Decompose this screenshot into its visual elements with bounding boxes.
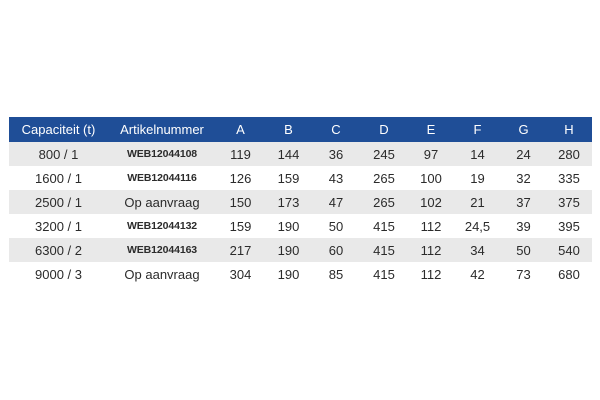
header-g: G — [518, 122, 529, 137]
header-h: H — [564, 122, 574, 137]
table-row — [9, 214, 592, 238]
cell-artikelnummer: WEB12044108 — [108, 142, 216, 166]
cell-b: 190 — [265, 214, 312, 238]
table-header-row — [9, 117, 592, 142]
cell-d: 265 — [360, 190, 408, 214]
cell-g: 73 — [501, 262, 546, 286]
cell-f: 21 — [454, 190, 501, 214]
cell-a: 150 — [216, 190, 265, 214]
cell-artikelnummer: Op aanvraag — [108, 190, 216, 214]
cell-artikelnummer: WEB12044132 — [108, 214, 216, 238]
cell-h: 375 — [546, 190, 592, 214]
cell-a: 119 — [216, 142, 265, 166]
cell-g: 24 — [501, 142, 546, 166]
cell-capaciteit: 6300 / 2 — [9, 238, 108, 262]
header-c: C — [331, 122, 341, 137]
cell-d: 265 — [360, 166, 408, 190]
cell-e: 102 — [408, 190, 454, 214]
cell-b: 190 — [265, 238, 312, 262]
cell-e: 112 — [408, 262, 454, 286]
cell-h: 280 — [546, 142, 592, 166]
header-capaciteit: Capaciteit (t) — [21, 122, 96, 137]
cell-b: 159 — [265, 166, 312, 190]
cell-b: 173 — [265, 190, 312, 214]
cell-f: 19 — [454, 166, 501, 190]
cell-capaciteit: 9000 / 3 — [9, 262, 108, 286]
cell-d: 415 — [360, 238, 408, 262]
cell-a: 217 — [216, 238, 265, 262]
header-e: E — [426, 122, 436, 137]
header-d: D — [379, 122, 389, 137]
cell-f: 24,5 — [454, 214, 501, 238]
header-a: A — [236, 122, 245, 137]
cell-d: 245 — [360, 142, 408, 166]
cell-e: 112 — [408, 238, 454, 262]
cell-capaciteit: 2500 / 1 — [9, 190, 108, 214]
cell-f: 42 — [454, 262, 501, 286]
cell-c: 36 — [312, 142, 360, 166]
cell-artikelnummer: WEB12044116 — [108, 166, 216, 190]
cell-c: 50 — [312, 214, 360, 238]
cell-c: 47 — [312, 190, 360, 214]
cell-e: 112 — [408, 214, 454, 238]
table-row — [9, 238, 592, 262]
cell-artikelnummer: WEB12044163 — [108, 238, 216, 262]
cell-c: 85 — [312, 262, 360, 286]
cell-h: 335 — [546, 166, 592, 190]
cell-a: 159 — [216, 214, 265, 238]
cell-h: 540 — [546, 238, 592, 262]
header-b: B — [284, 122, 293, 137]
cell-e: 97 — [408, 142, 454, 166]
table-row — [9, 262, 592, 286]
cell-g: 37 — [501, 190, 546, 214]
cell-d: 415 — [360, 262, 408, 286]
cell-c: 60 — [312, 238, 360, 262]
cell-a: 126 — [216, 166, 265, 190]
cell-f: 14 — [454, 142, 501, 166]
cell-c: 43 — [312, 166, 360, 190]
cell-g: 32 — [501, 166, 546, 190]
cell-e: 100 — [408, 166, 454, 190]
table-row — [9, 142, 592, 166]
table-row — [9, 166, 592, 190]
cell-artikelnummer: Op aanvraag — [108, 262, 216, 286]
cell-capaciteit: 3200 / 1 — [9, 214, 108, 238]
cell-d: 415 — [360, 214, 408, 238]
cell-b: 144 — [265, 142, 312, 166]
cell-h: 395 — [546, 214, 592, 238]
dimensions-table-container — [9, 117, 592, 286]
header-artikelnummer: Artikelnummer — [120, 122, 204, 137]
cell-g: 50 — [501, 238, 546, 262]
cell-capaciteit: 1600 / 1 — [9, 166, 108, 190]
cell-f: 34 — [454, 238, 501, 262]
cell-g: 39 — [501, 214, 546, 238]
cell-capaciteit: 800 / 1 — [9, 142, 108, 166]
cell-a: 304 — [216, 262, 265, 286]
table-row — [9, 190, 592, 214]
cell-b: 190 — [265, 262, 312, 286]
cell-h: 680 — [546, 262, 592, 286]
dimensions-table — [9, 117, 592, 286]
header-f: F — [473, 122, 482, 137]
